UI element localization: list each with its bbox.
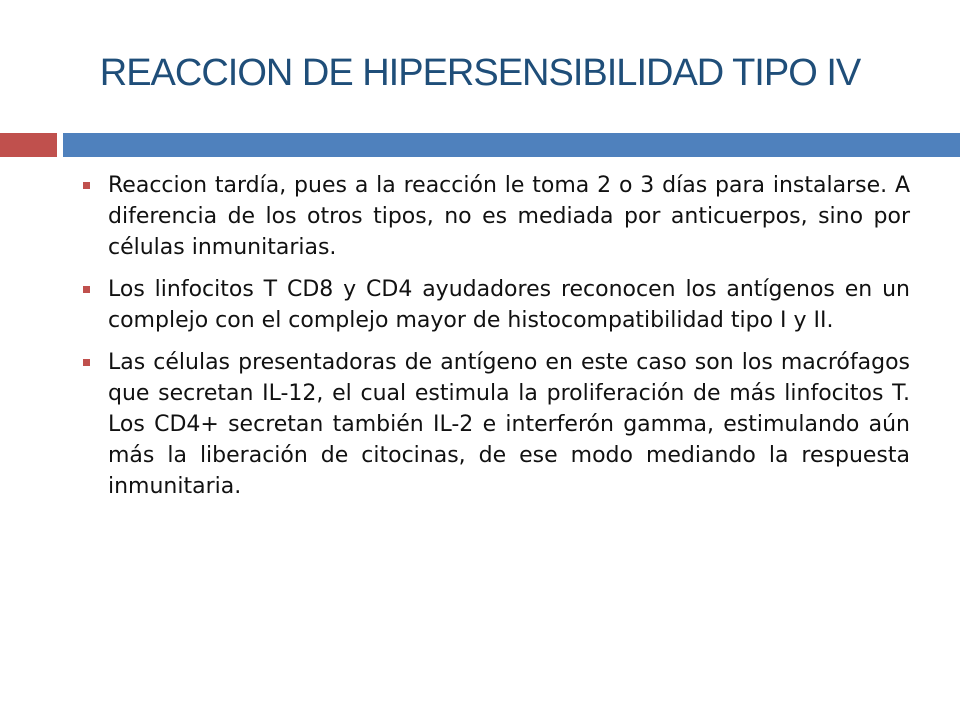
bullet-list [80,170,910,513]
bullet-text: Los linfocitos T CD8 y CD4 ayudadores reconocen los antígenos en un complejo con el complejo mayor de histocompatibilidad tipo I y II. [108,277,910,333]
bullet-text: Las células presentadoras de antígeno en este caso son los macrófagos que secretan IL-12, el cual estimula la proliferación de más linfocitos T. Los CD4+ secretan también IL-2 e interferón gamma, estimulando aún más la liberación de citocinas, de ese modo mediando la respuesta inmunitaria. [108,350,910,499]
bullet-item [80,274,910,336]
bullet-text: Reaccion tardía, pues a la reacción le toma 2 o 3 días para instalarse. A diferencia de los otros tipos, no es mediada por anticuerpos, sino por células inmunitarias. [108,173,910,260]
square-bullet-icon [83,286,90,293]
square-bullet-icon [83,359,90,366]
accent-bar-blue [63,133,960,157]
bullet-item [80,170,910,263]
bullet-item [80,347,910,502]
slide-title: REACCION DE HIPERSENSIBILIDAD TIPO IV [99,52,861,94]
accent-bar-red [0,133,57,157]
square-bullet-icon [83,182,90,189]
